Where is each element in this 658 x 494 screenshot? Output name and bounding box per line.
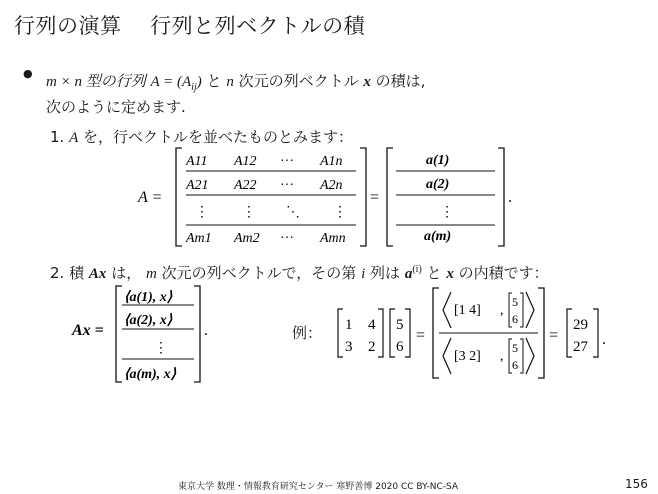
step-1-text: 1. A を，行ベクトルを並べたものとみます： <box>50 128 354 146</box>
bracket <box>520 293 523 327</box>
bracket <box>520 339 523 373</box>
bullet-icon: ● <box>23 67 33 80</box>
vdots: ⋮ <box>333 205 347 220</box>
vdots: ⋮ <box>154 341 168 356</box>
example-vector-right-bracket <box>405 309 410 357</box>
ax-right-bracket <box>194 286 200 382</box>
a11: A11 <box>186 154 208 169</box>
hdots: ··· <box>280 231 294 246</box>
step-2-text: 2. 積 Ax は， m 次元の列ベクトルで，その第 i 列は $a^{(i)}$ と x の内積です： <box>50 264 549 282</box>
example-matrix-left-bracket <box>338 309 343 357</box>
v2: 6 <box>396 339 404 355</box>
vdots: ⋮ <box>440 205 454 220</box>
rowvec-a1: a(1) <box>426 153 450 168</box>
vdots: ⋮ <box>242 205 256 220</box>
v2: 6 <box>512 312 518 326</box>
am2: Am2 <box>234 231 260 246</box>
matrix-def: $A = (A_{ij})$ <box>150 74 202 93</box>
a22: A22 <box>234 178 257 193</box>
matrix-a-figure <box>0 140 658 252</box>
m22: 2 <box>368 339 376 355</box>
example-big-right-bracket <box>538 288 544 378</box>
result-1: 29 <box>573 317 588 333</box>
angle-left <box>443 292 451 328</box>
bullet-line-2: 次のように定めます. <box>46 98 186 116</box>
v1: 5 <box>512 295 518 309</box>
example-matrix-right-bracket <box>378 309 383 357</box>
a21: A21 <box>186 178 209 193</box>
example-big-left-bracket <box>433 288 439 378</box>
footer: 東京大学 数理・情報教育研究センター 寒野善博 2020 CC BY-NC-SA <box>178 482 459 492</box>
page-title: 行列の演算 行列と列ベクトルの積 <box>14 14 366 38</box>
bullet-line-1: m × n 型の行列 $A = (A_{ij})$ と n 次元の列ベクトル x の積は, <box>46 72 426 93</box>
result-right-bracket <box>593 309 598 357</box>
v1: 5 <box>512 341 518 355</box>
v2: 6 <box>512 358 518 372</box>
equals-sign: = <box>416 327 426 344</box>
equals-sign: = <box>549 327 559 344</box>
period: . <box>508 189 512 206</box>
comma: , <box>500 349 504 364</box>
matrix-a-lhs: A = <box>138 189 163 206</box>
page-number: 156 <box>625 477 648 491</box>
bullet-prefix: m × n 型の行列 <box>46 74 146 90</box>
ax-lhs: Ax = <box>72 322 104 339</box>
m12: 4 <box>368 317 376 333</box>
example-vector-left-bracket <box>390 309 395 357</box>
matrix-a-right-bracket <box>360 148 366 246</box>
rowvec-am: a(m) <box>424 229 452 244</box>
ddots: ⋱ <box>286 205 300 220</box>
inner-product-m: ⟨a(m), x⟩ <box>124 367 177 382</box>
result-2: 27 <box>573 339 588 355</box>
inner-product-1: ⟨a(1), x⟩ <box>124 290 173 305</box>
angle-right <box>526 292 534 328</box>
a12: A12 <box>234 154 257 169</box>
rowvec-a2: a(2) <box>426 177 450 192</box>
result-left-bracket <box>567 309 572 357</box>
rowvec-left-bracket <box>387 148 393 246</box>
example-row-2: [3 2] <box>454 349 481 364</box>
ax-vector-figure <box>0 282 260 388</box>
comma: , <box>500 303 504 318</box>
equals-sign: = <box>370 189 380 206</box>
example-label: 例： <box>292 324 323 342</box>
angle-left <box>443 338 451 374</box>
ax-left-bracket <box>116 286 122 382</box>
matrix-a-left-bracket <box>176 148 182 246</box>
angle-right <box>526 338 534 374</box>
example-row-1: [1 4] <box>454 303 481 318</box>
amn: Amn <box>320 231 346 246</box>
v1: 5 <box>396 317 404 333</box>
a1n: A1n <box>320 154 343 169</box>
hdots: ··· <box>280 154 294 169</box>
am1: Am1 <box>186 231 212 246</box>
hdots: ··· <box>280 178 294 193</box>
a2n: A2n <box>320 178 343 193</box>
example-figure <box>330 284 630 384</box>
vdots: ⋮ <box>195 205 209 220</box>
period: . <box>602 331 606 348</box>
m11: 1 <box>345 317 353 333</box>
period: . <box>204 322 208 339</box>
inner-product-2: ⟨a(2), x⟩ <box>124 313 173 328</box>
m21: 3 <box>345 339 353 355</box>
rowvec-right-bracket <box>498 148 504 246</box>
